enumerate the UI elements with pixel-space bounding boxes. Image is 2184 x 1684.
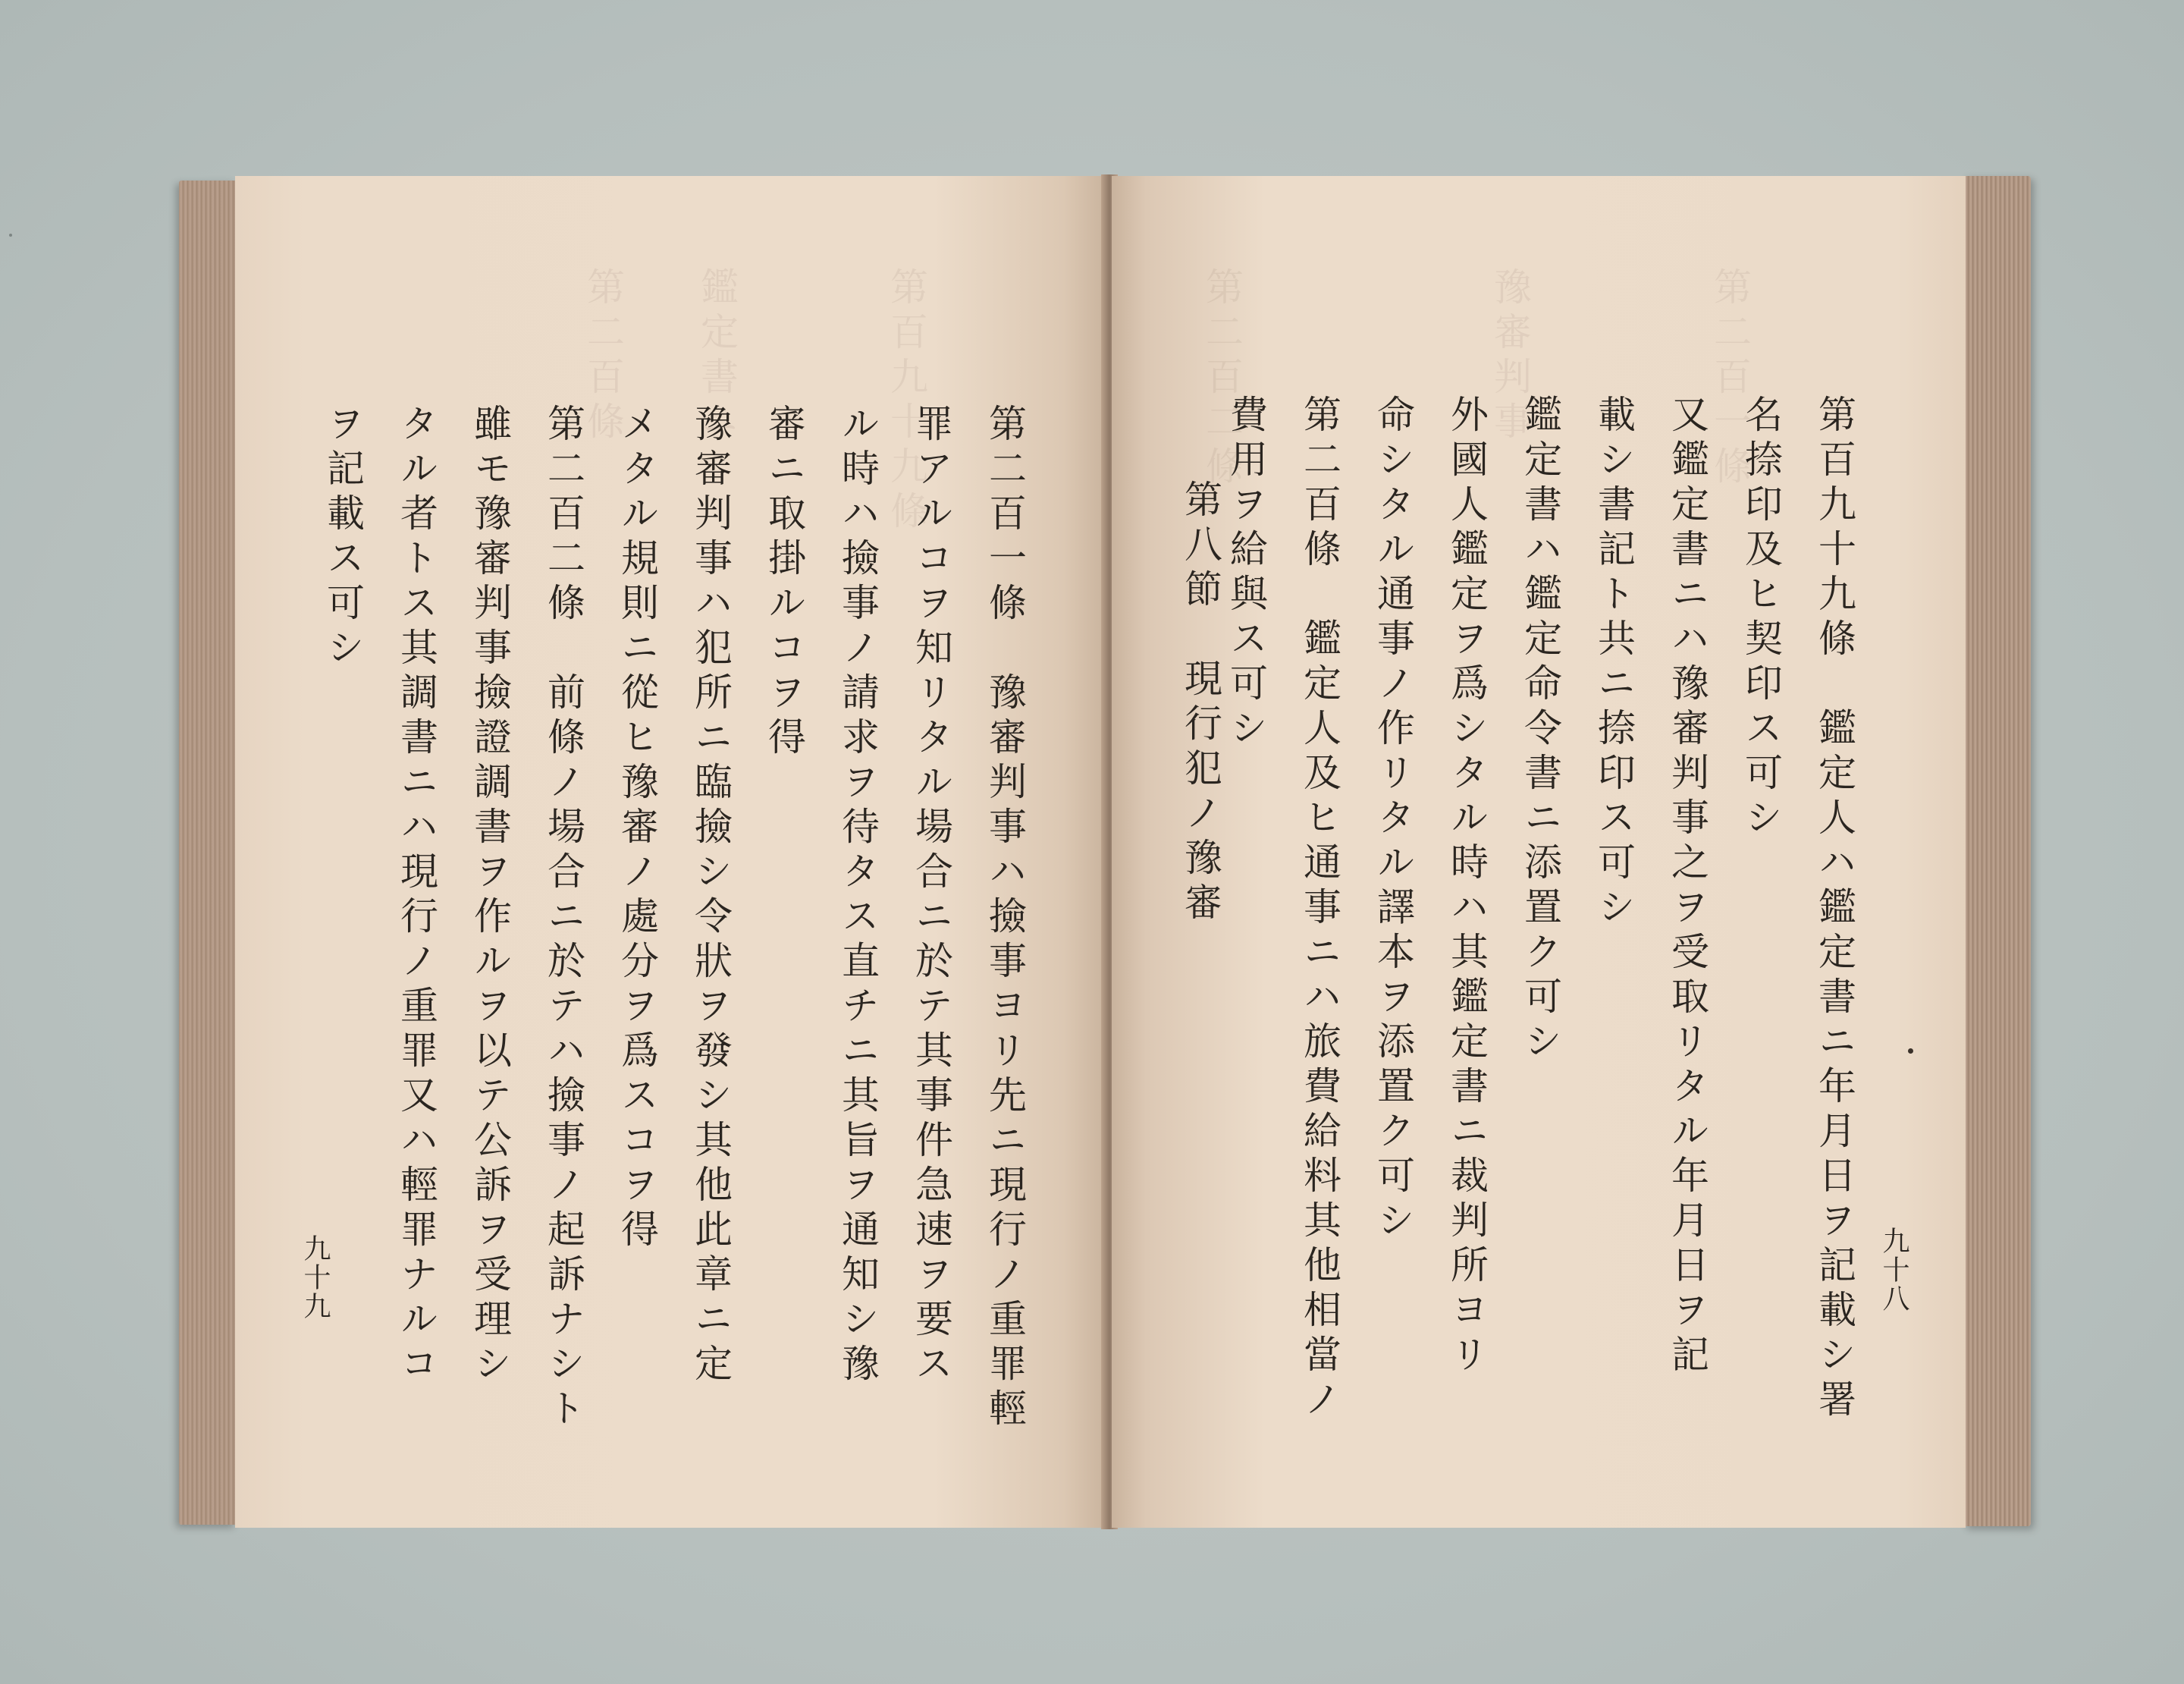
right-page	[1112, 176, 1966, 1528]
left-column-7: 第二百二條 前條ノ場合ニ於テハ撿事ノ起訴ナシト	[541, 404, 585, 1433]
dust-speck	[9, 234, 12, 237]
right-column-7: 命シタル通事ノ作リタル譯本ヲ添置ク可シ	[1371, 394, 1415, 1245]
right-column-10: 第八節 現行犯ノ豫審	[1178, 479, 1222, 927]
left-column-5: 豫審判事ハ犯所ニ臨撿シ令狀ヲ發シ其他此章ニ定	[689, 404, 733, 1388]
right-column-6: 外國人鑑定ヲ爲シタル時ハ其鑑定書ニ裁判所ヨリ	[1445, 394, 1489, 1379]
left-column-9: タル者トス其調書ニハ現行ノ重罪又ハ輕罪ナルコ	[394, 404, 438, 1388]
left-page	[235, 176, 1107, 1528]
right-column-1: 第百九十九條 鑑定人ハ鑑定書ニ年月日ヲ記載シ署	[1812, 394, 1856, 1424]
page-number-98: 九十八	[1878, 1227, 1909, 1313]
left-column-10: ヲ記載ス可シ	[321, 404, 365, 672]
right-page-edges	[1964, 176, 2031, 1526]
left-column-6: メタル規則ニ從ヒ豫審ノ處分ヲ爲スコヲ得	[615, 404, 659, 1254]
left-column-2: 罪アルコヲ知リタル場合ニ於テ其事件急速ヲ要ス	[909, 404, 953, 1388]
show-through-text: 第二百一條	[1708, 267, 1752, 491]
show-through-text: 第二百條	[581, 267, 625, 446]
right-column-9: 費用ヲ給與ス可シ	[1224, 394, 1268, 752]
ink-speck	[1908, 1048, 1913, 1054]
right-column-3: 又鑑定書ニハ豫審判事之ヲ受取リタル年月日ヲ記	[1665, 394, 1709, 1379]
left-column-4: 審ニ取掛ルコヲ得	[762, 404, 806, 762]
left-column-1: 第二百一條 豫審判事ハ撿事ヨリ先ニ現行ノ重罪輕	[983, 404, 1027, 1433]
show-through-text: 第二百二條	[1200, 267, 1244, 491]
show-through-text: 豫審判事	[1488, 267, 1532, 446]
left-page-edges	[179, 181, 237, 1525]
left-column-8: 雖モ豫審判事撿證調書ヲ作ルヲ以テ公訴ヲ受理シ	[468, 404, 512, 1388]
right-column-5: 鑑定書ハ鑑定命令書ニ添置ク可シ	[1518, 394, 1562, 1066]
show-through-text: 鑑定書ニ	[695, 267, 739, 446]
right-column-2: 名捺印及ヒ契印ス可シ	[1739, 394, 1783, 842]
right-column-8: 第二百條 鑑定人及ヒ通事ニハ旅費給料其他相當ノ	[1298, 394, 1341, 1424]
page-number-99: 九十九	[300, 1234, 331, 1321]
right-column-4: 載シ書記ト共ニ捺印ス可シ	[1592, 394, 1636, 932]
show-through-text: 第百九十九條	[884, 267, 928, 536]
left-column-3: ル時ハ撿事ノ請求ヲ待タス直チニ其旨ヲ通知シ豫	[836, 404, 880, 1388]
